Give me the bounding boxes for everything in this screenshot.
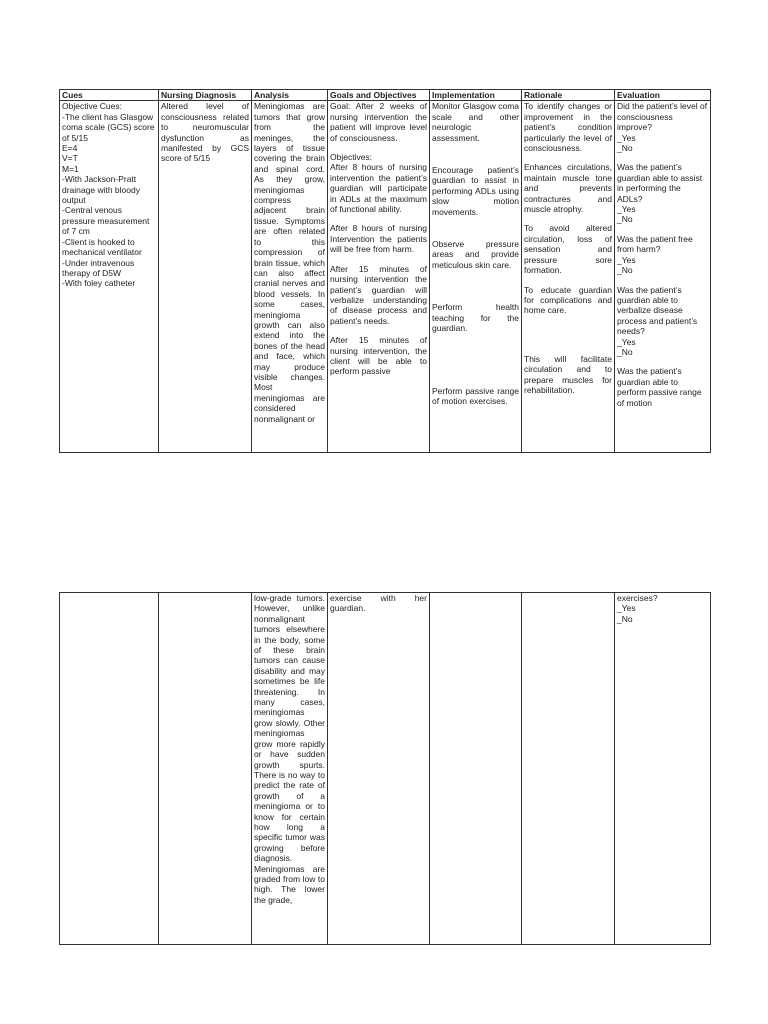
cues-cell-continued — [60, 593, 159, 945]
evaluation-question: Was the patient’s guardian able to perform passive range of motion — [617, 366, 702, 408]
goals-cell-continued: exercise with her guardian. — [328, 593, 430, 945]
header-analysis: Analysis — [252, 90, 328, 101]
no-option: _No — [617, 265, 633, 276]
evaluation-block — [617, 285, 708, 358]
no-option: _No — [617, 346, 633, 357]
implementation-item: Observe pressure areas and provide meticulous skin care. — [432, 239, 519, 270]
objective-item: After 8 hours of nursing Intervention the patients will be free from harm. — [330, 223, 427, 255]
rationale-item: To avoid altered circulation, loss of sensation and pressure sore formation. — [524, 223, 612, 276]
cue-item: -Client is hooked to mechanical ventilator — [62, 236, 142, 258]
cue-item: E=4 — [62, 143, 78, 154]
cue-item: Objective Cues: — [62, 101, 122, 112]
rationale-item: To educate guardian for complications and home care. — [524, 284, 612, 316]
implementation-item: Encourage patient’s guardian to assist in performing ADLs using slow motion movements. — [432, 165, 519, 217]
evaluation-block — [617, 162, 708, 224]
evaluation-cell-continued — [615, 593, 711, 945]
cue-item: -With foley catheter — [62, 278, 136, 289]
evaluation-question: Was the patient free from harm? — [617, 233, 693, 255]
cue-item: -The client has Glasgow coma scale (GCS) score of 5/15 — [62, 111, 155, 143]
analysis-cell: Meningiomas are tumors that grow from the meninges, the layers of tissue covering the brain and spinal cord. As they grow, meningiomas compress adjacent brain tissue. Symptoms are often related to this compression of brain tissue, which can also affect cranial nerves and blood vessels. In some cases, meningioma growth can also extend into the bones of the head and face, which may produce visible changes. Most meningiomas are considered nonmalignant or — [252, 101, 328, 453]
header-cues: Cues — [60, 90, 159, 101]
header-implementation: Implementation — [430, 90, 522, 101]
care-plan-table-continued — [59, 592, 711, 945]
yes-option: _Yes — [617, 204, 636, 215]
rationale-item: This will facilitate circulation and to prepare muscles for rehabilitation. — [524, 353, 612, 395]
evaluation-cell — [615, 101, 711, 453]
cue-item: -Central venous pressure measurement of 7 cm — [62, 205, 150, 237]
evaluation-question: exercises? — [617, 593, 658, 603]
table-row — [60, 593, 711, 945]
no-option: _No — [617, 613, 633, 624]
care-plan-table — [59, 89, 711, 453]
goal-text: Goal: After 2 weeks of nursing intervention the patient will improve level of consciousness. — [330, 101, 427, 143]
cue-item: -Under intravenous therapy of D5W — [62, 257, 135, 278]
objectives-label: Objectives: — [330, 152, 373, 163]
yes-option: _Yes — [617, 336, 636, 347]
objective-item: After 15 minutes of nursing intervention, the client will be able to perform passive — [330, 335, 427, 377]
implementation-cell — [430, 101, 522, 453]
rationale-item: To identify changes or improvement in the patient’s condition particularly the level of consciousness. — [524, 101, 612, 154]
rationale-cell — [522, 101, 615, 453]
cues-cell — [60, 101, 159, 453]
yes-option: _Yes — [617, 254, 636, 265]
implementation-item: Perform health teaching for the guardian. — [432, 302, 519, 334]
goals-cell — [328, 101, 430, 453]
evaluation-question: Did the patient’s level of consciousness improve? — [617, 101, 708, 133]
implementation-item: Perform passive range of motion exercises. — [432, 385, 519, 406]
implementation-item: Monitor Glasgow coma scale and other neurologic assessment. — [432, 101, 519, 143]
no-option: _No — [617, 214, 633, 225]
cue-item: -With Jackson-Pratt drainage with bloody output — [62, 174, 140, 206]
evaluation-block — [617, 234, 708, 276]
header-row — [60, 90, 711, 101]
header-goals: Goals and Objectives — [328, 90, 430, 101]
analysis-cell-continued: low-grade tumors. However, unlike nonmalignant tumors elsewhere in the body, some of these brain tumors can cause disability and may sometimes be life threatening. In many cases, meningiomas grow slowly. Other meningiomas grow more rapidly or have sudden growth spurts. There is no way to predict the rate of growth of a meningioma or to know for certain how long a specific tumor was growing before diagnosis. Meningiomas are graded from low to high. The lower the grade, — [252, 593, 328, 945]
rationale-item: Enhances circulations, maintain muscle tone and prevents contractures and muscle atrophy. — [524, 162, 612, 215]
cue-item: M=1 — [62, 163, 79, 174]
diagnosis-cell-continued — [159, 593, 252, 945]
objective-item: After 8 hours of nursing intervention the patient’s guardian will participate in ADLs at the maximum of functional ability. — [330, 162, 427, 215]
yes-option: _Yes — [617, 603, 636, 614]
header-evaluation: Evaluation — [615, 90, 711, 101]
implementation-cell-continued — [430, 593, 522, 945]
diagnosis-cell: Altered level of consciousness related to neuromuscular dysfunction as manifested by GCS score of 5/15 — [159, 101, 252, 453]
evaluation-block — [617, 101, 708, 153]
no-option: _No — [617, 143, 633, 154]
header-rationale: Rationale — [522, 90, 615, 101]
evaluation-question: Was the patient’s guardian able to verbalize disease process and patient’s needs? — [617, 284, 698, 337]
table-row — [60, 101, 711, 453]
evaluation-block — [617, 366, 708, 408]
yes-option: _Yes — [617, 132, 636, 143]
rationale-cell-continued — [522, 593, 615, 945]
cue-item: V=T — [62, 153, 78, 164]
evaluation-question: Was the patient’s guardian able to assist in performing the ADLs? — [617, 162, 703, 204]
header-diagnosis: Nursing Diagnosis — [159, 90, 252, 101]
objective-item: After 15 minutes of nursing intervention the patient’s guardian will verbalize understanding of disease process and patient’s needs. — [330, 263, 427, 326]
